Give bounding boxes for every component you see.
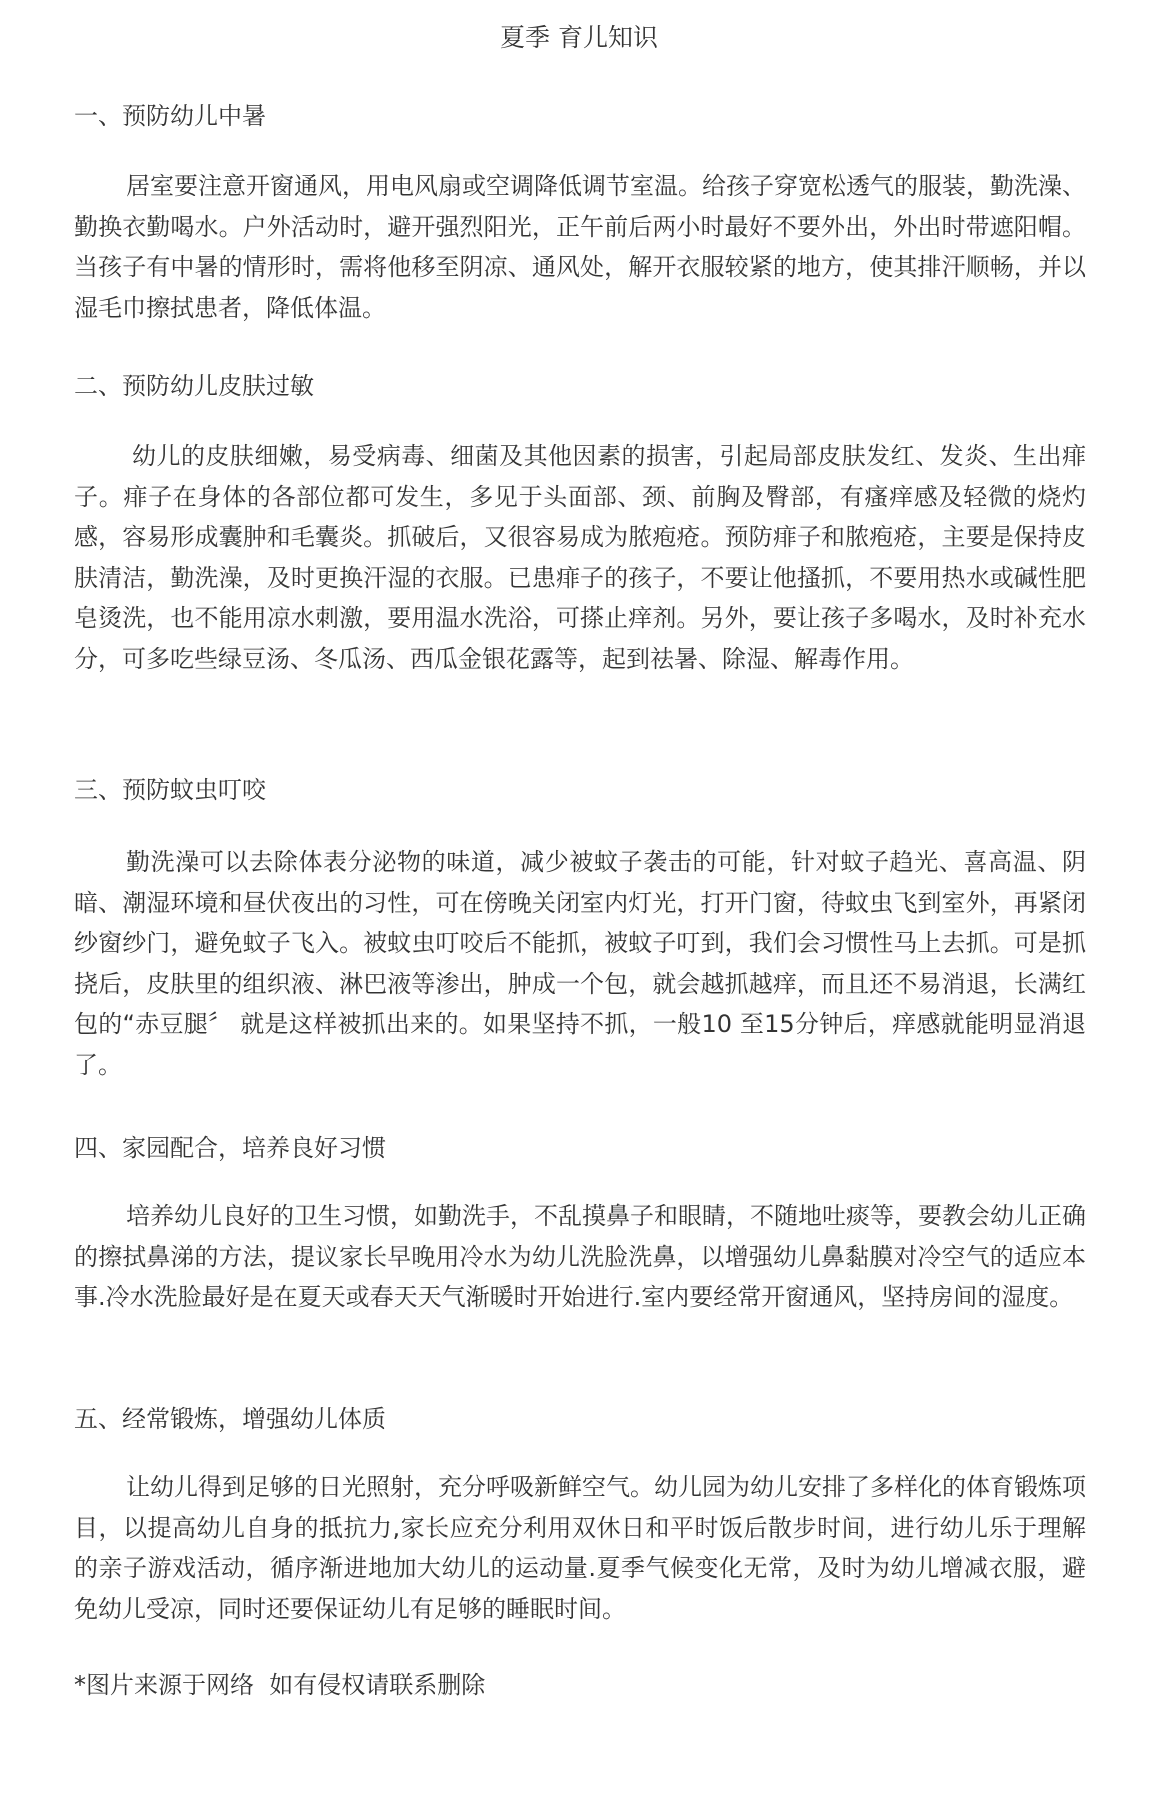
section-heading-3: 三、预防蚊虫叮咬 <box>74 776 266 804</box>
section-body-1: 居室要注意开窗通风，用电风扇或空调降低调节室温。给孩子穿宽松透气的服装，勤洗澡、勤换衣勤喝水。户外活动时，避开强烈阳光，正午前后两小时最好不要外出，外出时带遮阳帽。当孩子有中暑的情形时，需将他移至阴凉、通风处，解开衣服较紧的地方，使其排汗顺畅，并以湿毛巾擦拭患者，降低体温。 <box>74 172 1086 322</box>
image-source-note: *图片来源于网络 如有侵权请联系删除 <box>74 1671 486 1699</box>
section-heading-5: 五、经常锻炼，增强幼儿体质 <box>74 1405 386 1433</box>
section-body-4: 培养幼儿良好的卫生习惯，如勤洗手，不乱摸鼻子和眼睛，不随地吐痰等，要教会幼儿正确的擦拭鼻涕的方法，提议家长早晚用冷水为幼儿洗脸洗鼻，以增强幼儿鼻黏膜对冷空气的适应本事.冷水洗脸最好是在夏天或春天天气渐暖时开始进行.室内要经常开窗通风，坚持房间的湿度。 <box>74 1202 1086 1311</box>
section-body-5: 让幼儿得到足够的日光照射，充分呼吸新鲜空气。幼儿园为幼儿安排了多样化的体育锻炼项目，以提高幼儿自身的抵抗力,家长应充分利用双休日和平时饭后散步时间，进行幼儿乐于理解的亲子游戏活动，循序渐进地加大幼儿的运动量.夏季气候变化无常，及时为幼儿增减衣服，避免幼儿受凉，同时还要保证幼儿有足够的睡眠时间。 <box>74 1473 1086 1623</box>
section-body-2: 幼儿的皮肤细嫩，易受病毒、细菌及其他因素的损害，引起局部皮肤发红、发炎、生出痱子。痱子在身体的各部位都可发生，多见于头面部、颈、前胸及臀部，有瘙痒感及轻微的烧灼感，容易形成囊肿和毛囊炎。抓破后，又很容易成为脓疱疮。预防痱子和脓疱疮，主要是保持皮肤清洁，勤洗澡，及时更换汗湿的衣服。已患痱子的孩子，不要让他搔抓，不要用热水或碱性肥皂烫洗，也不能用凉水刺激，要用温水洗浴，可搽止痒剂。另外，要让孩子多喝水，及时补充水分，可多吃些绿豆汤、冬瓜汤、西瓜金银花露等，起到祛暑、除湿、解毒作用。 <box>74 442 1086 673</box>
article-title: 夏季 育儿知识 <box>500 23 658 52</box>
section-heading-1: 一、预防幼儿中暑 <box>74 102 266 130</box>
section-body-3: 勤洗澡可以去除体表分泌物的味道，减少被蚊子袭击的可能，针对蚊子趋光、喜高温、阴暗、潮湿环境和昼伏夜出的习性，可在傍晚关闭室内灯光，打开门窗，待蚊虫飞到室外，再紧闭纱窗纱门，避免蚊子飞入。被蚊虫叮咬后不能抓，被蚊子叮到，我们会习惯性马上去抓。可是抓挠后，皮肤里的组织液、淋巴液等渗出，肿成一个包，就会越抓越痒，而且还不易消退，长满红包的“赤豆腿〞 就是这样被抓出来的。如果坚持不抓，一般10 至15分钟后，痒感就能明显消退了。 <box>74 848 1086 1079</box>
section-heading-4: 四、家园配合，培养良好习惯 <box>74 1134 386 1162</box>
section-heading-2: 二、预防幼儿皮肤过敏 <box>74 372 314 400</box>
